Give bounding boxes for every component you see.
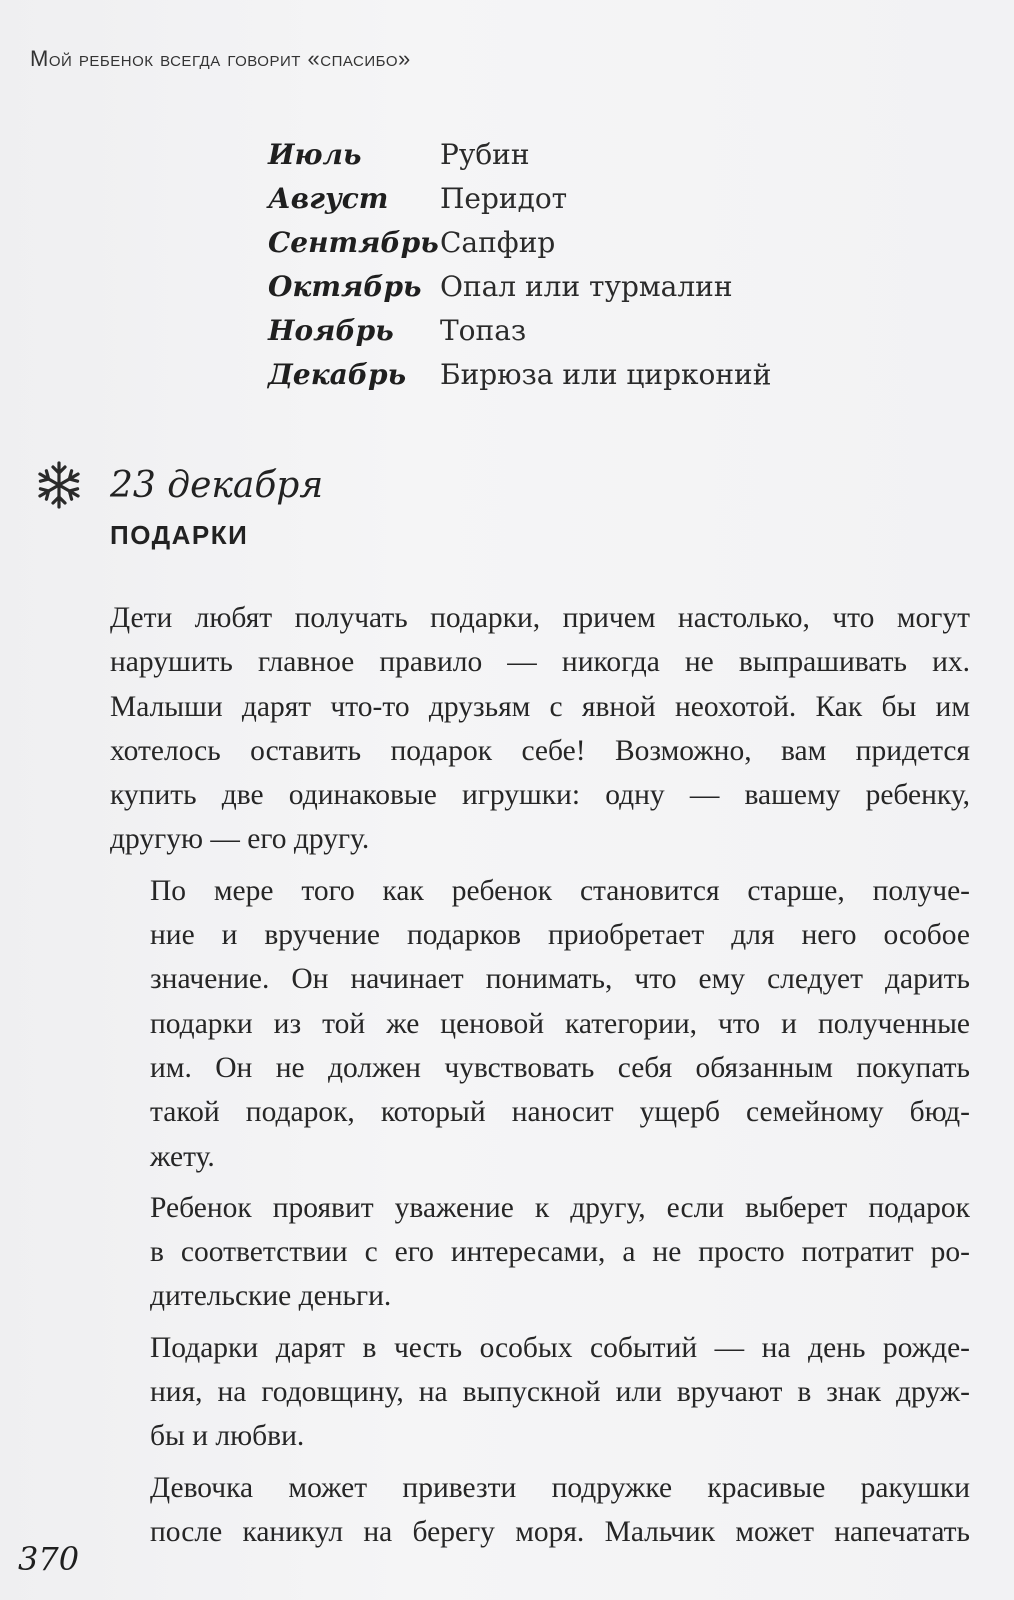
- birthstone-table: [268, 132, 988, 396]
- birthstone-name: Перидот: [440, 181, 568, 215]
- text-line: Дети любят получать подарки, причем настолько, что могут: [110, 602, 970, 634]
- text-line: Подарки дарят в честь особых событий — на день рожде-: [150, 1331, 970, 1364]
- paragraph: [110, 1186, 970, 1319]
- text-line: жету.: [150, 1140, 215, 1173]
- text-line: ние и вручение подарков приобретает для него особое: [150, 919, 970, 952]
- paragraph: [110, 596, 970, 862]
- date-text: 23 декабря: [110, 464, 324, 506]
- date-heading: [34, 460, 323, 510]
- text-line: другую — его другу.: [110, 823, 370, 856]
- text-line: им. Он не должен чувствовать себя обязанным покупать: [150, 1051, 970, 1084]
- text-line: хотелось оставить подарок себе! Возможно, вам придется: [110, 734, 970, 767]
- birthstone-row: [268, 176, 988, 220]
- text-line: после каникул на берегу моря. Мальчик может напечатать: [150, 1515, 970, 1548]
- birthstone-month: Декабрь: [268, 357, 407, 391]
- text-line: По мере того как ребенок становится старше, получе-: [150, 874, 970, 907]
- birthstone-month: Ноябрь: [268, 313, 394, 347]
- birthstone-name: Сапфир: [440, 225, 556, 259]
- birthstone-row: [268, 352, 988, 396]
- birthstone-name: Бирюза или цирконий: [440, 357, 772, 391]
- text-line: значение. Он начинает понимать, что ему следует дарить: [150, 963, 970, 996]
- section-title: ПОДАРКИ: [110, 520, 249, 550]
- paragraph: [110, 1466, 970, 1555]
- paragraph: [110, 869, 970, 1179]
- text-line: такой подарок, который наносит ущерб семейному бюд-: [150, 1096, 970, 1129]
- text-line: подарки из той же ценовой категории, что и полученные: [150, 1007, 970, 1040]
- birthstone-month: Июль: [268, 137, 362, 171]
- birthstone-month: Сентябрь: [268, 225, 439, 259]
- paragraph: [110, 1326, 970, 1459]
- birthstone-row: [268, 308, 988, 352]
- body-text: [110, 596, 970, 1554]
- text-line: бы и любви.: [150, 1420, 305, 1453]
- running-head: Мой ребенок всегда говорит «спасибо»: [30, 46, 411, 71]
- birthstone-row: [268, 264, 988, 308]
- text-line: Малыши дарят что-то друзьям с явной неохотой. Как бы им: [110, 690, 970, 723]
- snowflake-icon: [34, 460, 84, 510]
- birthstone-name: Опал или турмалин: [440, 269, 733, 303]
- birthstone-name: Топаз: [440, 313, 527, 347]
- birthstone-row: [268, 220, 988, 264]
- birthstone-row: [268, 132, 988, 176]
- birthstone-month: Октябрь: [268, 269, 422, 303]
- page-number: 370: [18, 1540, 80, 1578]
- birthstone-month: Август: [268, 181, 389, 215]
- text-line: ния, на годовщину, на выпускной или вручают в знак друж-: [150, 1376, 970, 1409]
- text-line: в соответствии с его интересами, а не просто потратит ро-: [150, 1236, 970, 1269]
- text-line: Ребенок проявит уважение к другу, если выберет подарок: [150, 1191, 970, 1224]
- text-line: нарушить главное правило — никогда не выпрашивать их.: [110, 646, 970, 679]
- text-line: купить две одинаковые игрушки: одну — вашему ребенку,: [110, 779, 970, 812]
- birthstone-name: Рубин: [440, 137, 530, 171]
- text-line: дительские деньги.: [150, 1280, 392, 1313]
- text-line: Девочка может привезти подружке красивые ракушки: [150, 1471, 970, 1504]
